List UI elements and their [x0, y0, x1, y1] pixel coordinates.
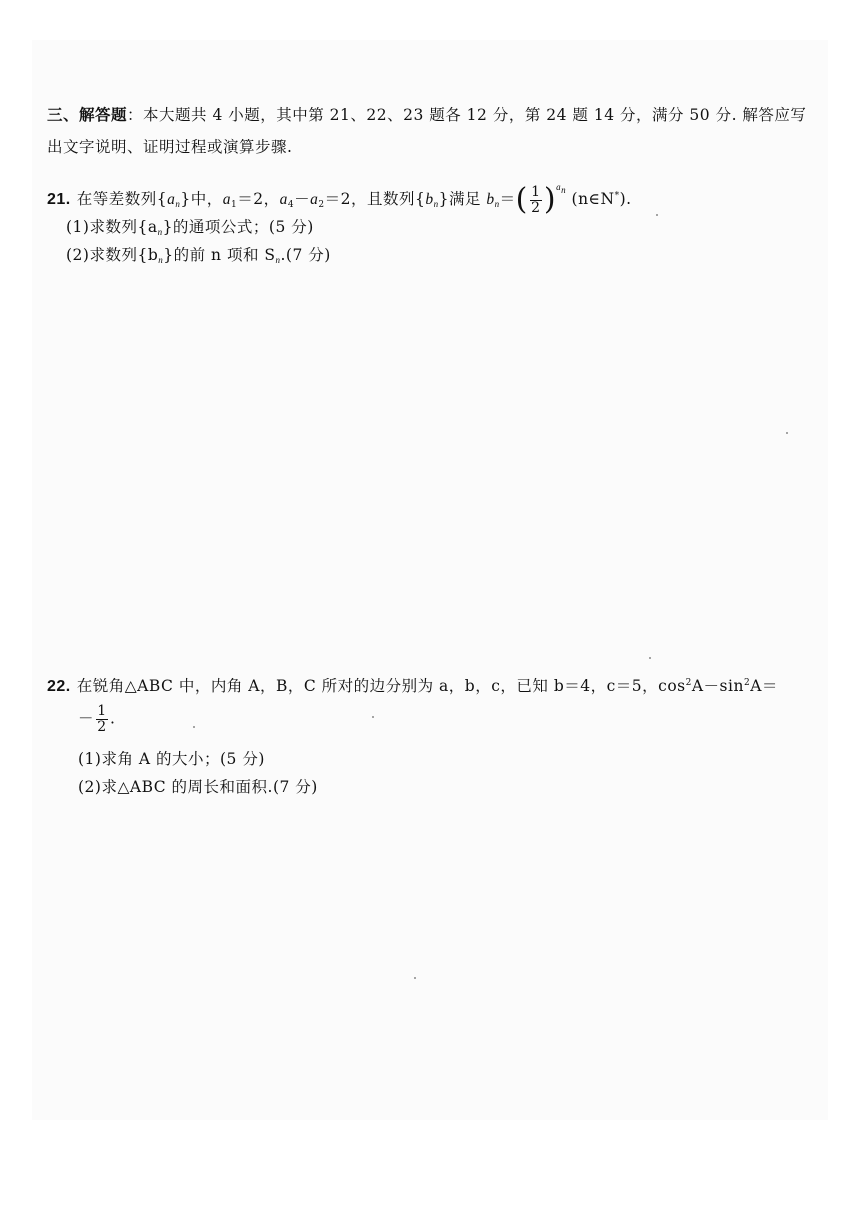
q21-stem-d: ＝2，且数列{	[324, 190, 426, 208]
scan-speck	[193, 726, 195, 728]
scan-speck	[649, 657, 651, 659]
q21-number: 21.	[47, 191, 71, 208]
q21-stem-f: (n∈N	[571, 190, 615, 208]
scan-speck	[372, 716, 374, 718]
q21-stem: 21. 在等差数列$\{a_n\}$中，$a_1=2$，$a_4-a_2=2$，且数列$\{b_n\}$满足 $b_n=$( $\frac{1}{2}$ )$^{a_n}$ (n∈N*).	[47, 182, 632, 217]
scan-speck	[414, 977, 416, 979]
q22-stem-continued: － $\frac{1}{2}$ .	[78, 703, 116, 735]
q22-stem: 22. 在锐角△ABC 中，内角 A，B，C 所对的边分别为 a，b，c，已知 b＝4，c＝5，$\cos^2A-\sin^2A=$	[47, 677, 778, 695]
scan-speck	[656, 214, 658, 216]
section-heading: 三、解答题	[47, 105, 128, 124]
q22-part2: (2)求△ABC 的周长和面积.(7 分)	[78, 778, 318, 796]
q21-fraction: $\frac{1}{2}$	[531, 183, 541, 216]
q22-part1: (1)求角 A 的大小；(5 分)	[78, 750, 265, 768]
q22-number: 22.	[47, 678, 71, 695]
section-intro-line-1	[47, 104, 806, 126]
section-intro-text: ：本大题共 4 小题，其中第 21、22、23 题各 12 分，第 24 题 14 分，满分 50 分. 解答应写	[127, 106, 807, 124]
q21-stem-a: 在等差数列{	[76, 190, 168, 208]
q21-part2: (2)求数列$\{b_n\}$的前 n 项和 $S_n.(7$ 分)	[66, 246, 331, 265]
scan-speck	[786, 432, 788, 434]
q21-stem-b: }中，	[180, 190, 223, 208]
section-intro-line-2: 出文字说明、证明过程或演算步骤.	[47, 138, 293, 156]
q21-stem-g: ).	[619, 190, 632, 208]
q21-stem-e: }满足	[438, 190, 487, 208]
q22-stem-text: 在锐角△ABC 中，内角 A，B，C 所对的边分别为 a，b，c，已知 b＝4，c＝5，cos	[76, 677, 686, 695]
q21-stem-c: ＝2，	[237, 190, 280, 208]
q22-fraction: $\frac{1}{2}$	[97, 703, 107, 735]
q21-part1: (1)求数列$\{a_n\}$的通项公式；(5 分)	[66, 218, 314, 237]
